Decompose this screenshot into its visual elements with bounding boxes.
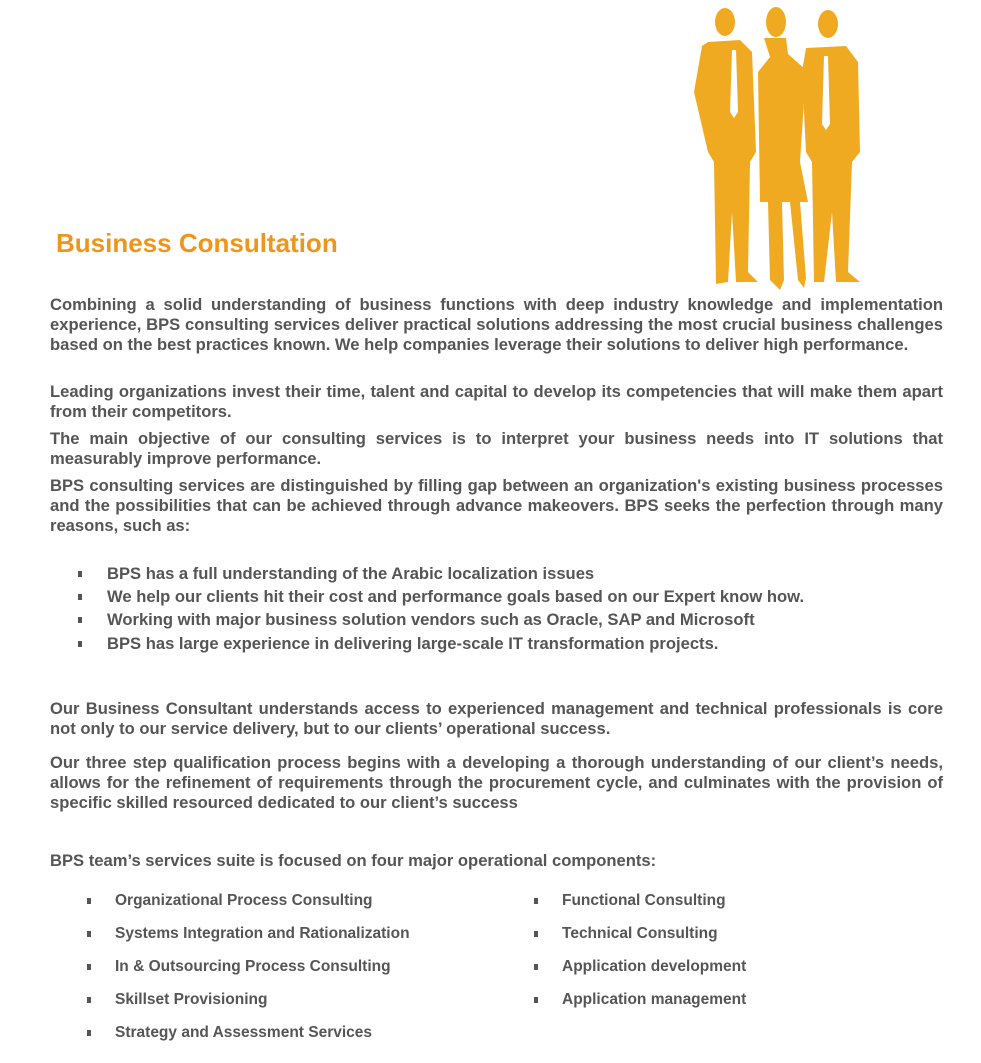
bullet-square-icon xyxy=(534,997,538,1003)
list-item: Application management xyxy=(534,983,746,1016)
bullet-square-icon xyxy=(87,1030,91,1036)
list-item: BPS has large experience in delivering large-scale IT transformation projects. xyxy=(78,632,804,655)
bullet-square-icon xyxy=(534,964,538,970)
list-item: Strategy and Assessment Services xyxy=(87,1016,410,1049)
list-item: Application development xyxy=(534,950,746,983)
bullet-square-icon xyxy=(87,964,91,970)
qualification-paragraph: Our three step qualification process begins with a developing a thorough understanding of our client’s needs, allows for the refinement of requirements through the procurement cycle, and culminates with the provision of specific skilled resourced dedicated to our client’s success xyxy=(50,753,943,812)
investment-paragraph: Leading organizations invest their time, talent and capital to develop its competencies that will make them apart from their competitors. xyxy=(50,382,943,421)
bullet-square-icon xyxy=(87,898,91,904)
bullet-square-icon xyxy=(87,931,91,937)
list-item: BPS has a full understanding of the Arabic localization issues xyxy=(78,562,804,585)
list-item: Working with major business solution vendors such as Oracle, SAP and Microsoft xyxy=(78,609,804,632)
bullet-square-icon xyxy=(78,594,82,600)
bullet-square-icon xyxy=(534,931,538,937)
bullet-square-icon xyxy=(78,617,82,623)
consultant-paragraph: Our Business Consultant understands access to experienced management and technical professionals is core not only to our service delivery, but to our clients’ operational success. xyxy=(50,699,943,738)
bullet-square-icon xyxy=(87,997,91,1003)
objective-paragraph: The main objective of our consulting services is to interpret your business needs into IT solutions that measurably improve performance. xyxy=(50,429,943,468)
list-item: We help our clients hit their cost and performance goals based on our Expert know how. xyxy=(78,585,804,608)
list-item: Technical Consulting xyxy=(534,917,746,950)
page-title: Business Consultation xyxy=(56,228,338,258)
services-intro: BPS team’s services suite is focused on four major operational components: xyxy=(50,851,657,870)
services-list-left xyxy=(87,884,410,1049)
list-item: Systems Integration and Rationalization xyxy=(87,917,410,950)
list-item: In & Outsourcing Process Consulting xyxy=(87,950,410,983)
bullet-square-icon xyxy=(78,641,82,647)
intro-paragraph: Combining a solid understanding of business functions with deep industry knowledge and implementation experience, BPS consulting services deliver practical solutions addressing the most crucial business challenges based on the best practices known. We help companies leverage their solutions to deliver high performance. xyxy=(50,295,943,354)
list-item: Functional Consulting xyxy=(534,884,746,917)
list-item: Skillset Provisioning xyxy=(87,983,410,1016)
bullet-square-icon xyxy=(78,571,82,577)
business-people-silhouette-icon xyxy=(688,2,864,290)
bullet-square-icon xyxy=(534,898,538,904)
distinguished-paragraph: BPS consulting services are distinguished by filling gap between an organization's existing business processes and the possibilities that can be achieved through advance makeovers. BPS seeks the perfection through many reasons, such as: xyxy=(50,476,943,535)
reasons-list xyxy=(78,562,804,655)
list-item: Organizational Process Consulting xyxy=(87,884,410,917)
services-list-right xyxy=(534,884,746,1016)
